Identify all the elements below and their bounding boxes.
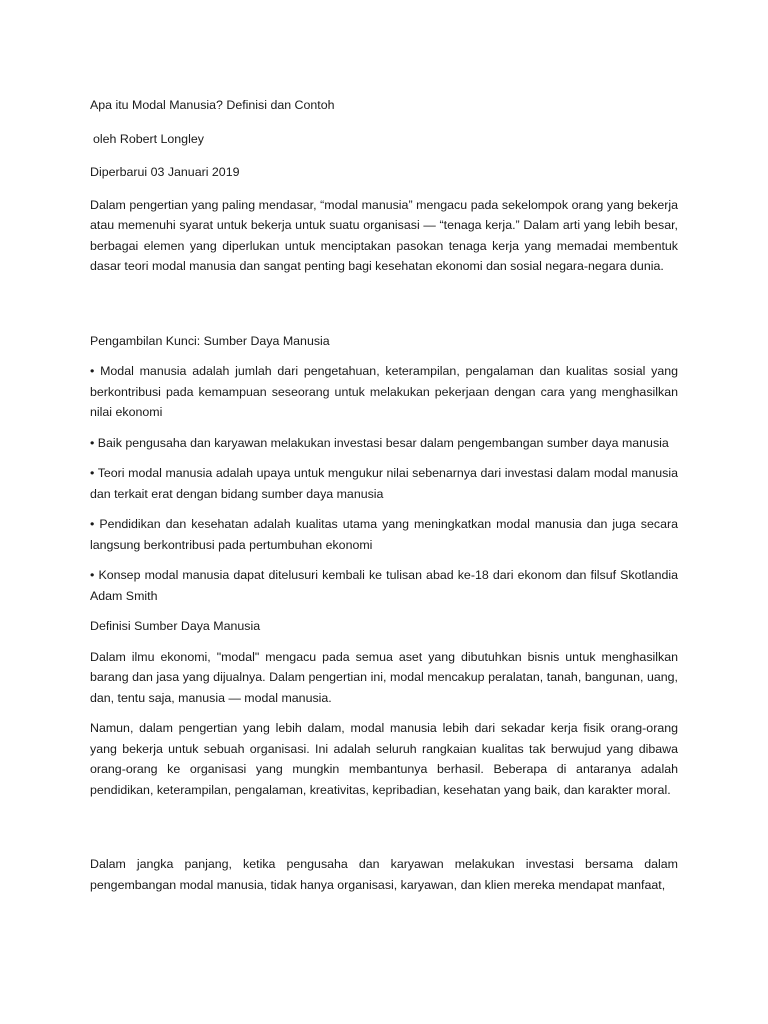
document-author: oleh Robert Longley xyxy=(93,131,204,146)
bullet-item: • Pendidikan dan kesehatan adalah kualitas utama yang meningkatkan modal manusia dan juga secara langsung berkontribusi pada pertumbuhan ekonomi xyxy=(90,517,678,552)
definition-paragraph: Dalam ilmu ekonomi, "modal" mengacu pada semua aset yang dibutuhkan bisnis untuk menghasilkan barang dan jasa yang dijualnya. Dalam pengertian ini, modal mencakup peralatan, tanah, bangunan, uang, dan, tentu saja, manusia — modal manusia. xyxy=(90,649,678,705)
intro-paragraph: Dalam pengertian yang paling mendasar, “modal manusia” mengacu pada sekelompok orang yang bekerja atau memenuhi syarat untuk bekerja untuk suatu organisasi — “tenaga kerja.” Dalam arti yang lebih besar, berbagai elemen yang diperlukan untuk menciptakan pasokan tenaga kerja yang memadai membentuk dasar teori modal manusia dan sangat penting bagi kesehatan ekonomi dan sosial negara-negara dunia. xyxy=(90,197,678,273)
bullet-item: • Modal manusia adalah jumlah dari pengetahuan, keterampilan, pengalaman dan kualitas sosial yang berkontribusi pada kemampuan seseorang untuk melakukan pekerjaan dengan cara yang menghasilkan nilai ekonomi xyxy=(90,364,678,419)
bullet-item: • Teori modal manusia adalah upaya untuk mengukur nilai sebenarnya dari investasi dalam modal manusia dan terkait erat dengan bidang sumber daya manusia xyxy=(90,466,678,501)
section-spacer xyxy=(90,287,678,331)
long-term-paragraph: Dalam jangka panjang, ketika pengusaha dan karyawan melakukan investasi bersama dalam pengembangan modal manusia, tidak hanya organisasi, karyawan, dan klien mereka mendapat manfaat, xyxy=(90,857,678,892)
definition-paragraph: Namun, dalam pengertian yang lebih dalam, modal manusia lebih dari sekadar kerja fisik orang-orang yang bekerja untuk sebuah organisasi. Ini adalah seluruh rangkaian kualitas tak berwujud yang dibawa orang-orang ke organisasi yang mungkin membantunya berhasil. Beberapa di antaranya adalah pendidikan, keterampilan, pengalaman, kreativitas, kepribadian, kesehatan yang baik, dan karakter moral. xyxy=(90,721,678,797)
key-takeaways-heading: Pengambilan Kunci: Sumber Daya Manusia xyxy=(90,333,330,348)
bullet-item: • Baik pengusaha dan karyawan melakukan investasi besar dalam pengembangan sumber daya manusia xyxy=(90,435,669,450)
definition-heading: Definisi Sumber Daya Manusia xyxy=(90,619,261,633)
section-spacer xyxy=(90,810,678,854)
bullet-item: • Konsep modal manusia dapat ditelusuri kembali ke tulisan abad ke-18 dari ekonom dan filsuf Skotlandia Adam Smith xyxy=(90,568,678,603)
document-updated-date: Diperbarui 03 Januari 2019 xyxy=(90,165,240,179)
document-title: Apa itu Modal Manusia? Definisi dan Contoh xyxy=(90,98,335,112)
